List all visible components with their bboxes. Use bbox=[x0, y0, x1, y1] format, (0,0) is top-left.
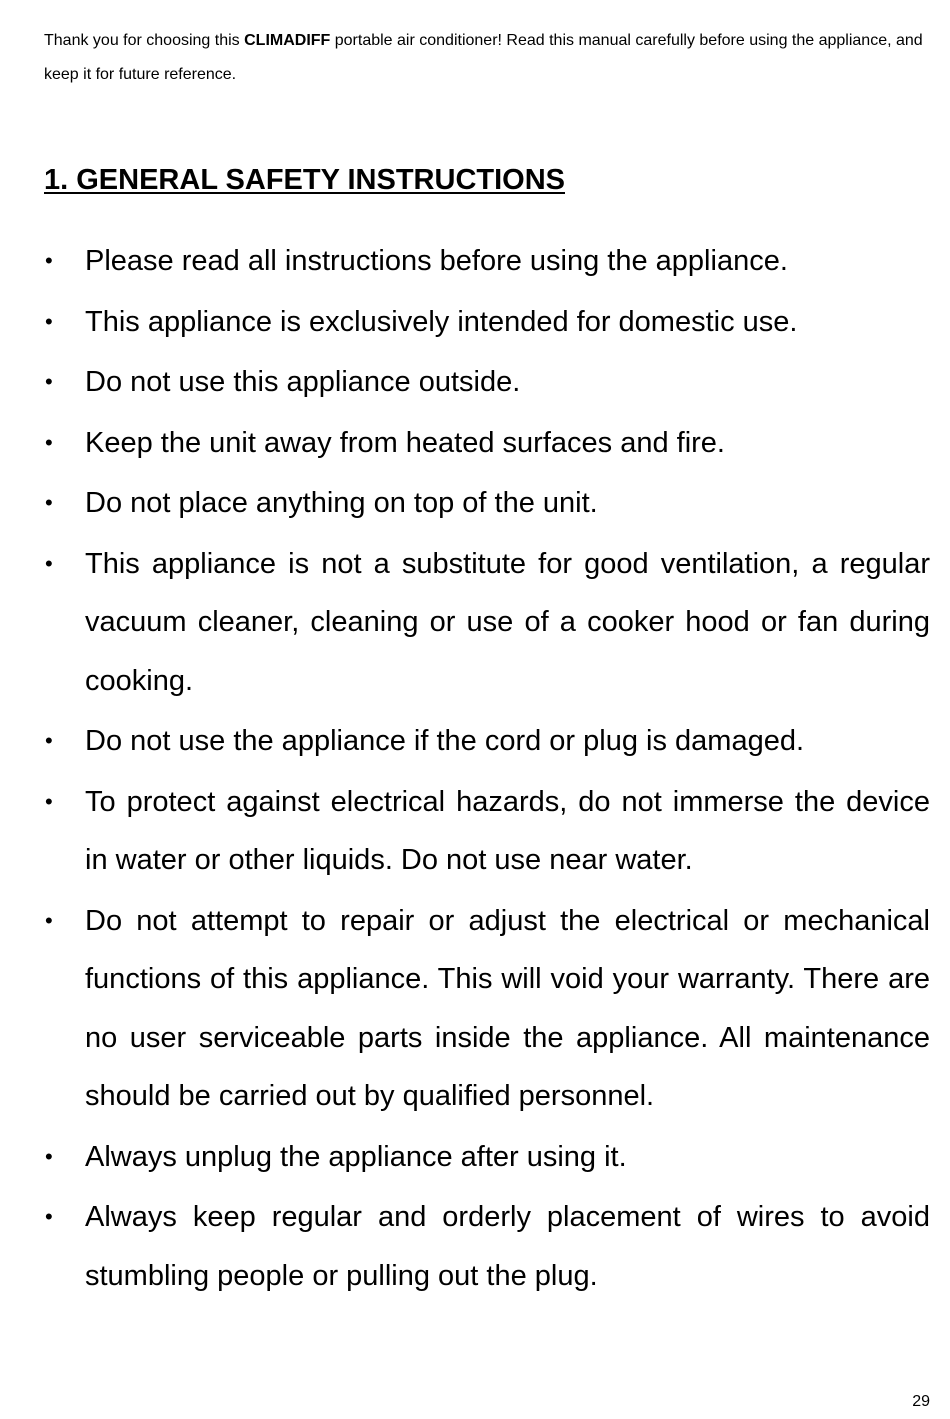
bullet-icon: • bbox=[45, 1204, 53, 1229]
list-item-text: Do not place anything on top of the unit. bbox=[85, 487, 598, 519]
bullet-icon: • bbox=[45, 788, 53, 814]
list-item-text: This appliance is exclusively intended for domestic use. bbox=[85, 305, 798, 338]
bullet-icon: • bbox=[45, 308, 53, 334]
list-item-text: Always unplug the appliance after using it. bbox=[85, 1140, 627, 1173]
list-item bbox=[44, 293, 930, 352]
bullet-icon: • bbox=[45, 1143, 53, 1169]
intro-text-start: Thank you for choosing this bbox=[44, 32, 245, 49]
list-item-text: Do not use the appliance if the cord or plug is damaged. bbox=[85, 725, 805, 757]
bullet-icon: • bbox=[45, 728, 53, 753]
list-item-text: Do not attempt to repair or adjust the electrical or mechanical functions of this appliance. This will void your warranty. There are no user serviceable parts inside the appliance. All maintenance should be carried out by qualified personnel. bbox=[85, 904, 930, 1112]
list-item bbox=[44, 1128, 930, 1187]
intro-paragraph bbox=[44, 24, 930, 92]
list-item bbox=[44, 1188, 930, 1305]
safety-instructions-list bbox=[44, 232, 930, 1307]
list-item bbox=[44, 712, 930, 771]
list-item-text: Keep the unit away from heated surfaces and fire. bbox=[85, 426, 725, 459]
brand-name: CLIMADIFF bbox=[244, 32, 331, 49]
bullet-icon: • bbox=[45, 248, 53, 273]
list-item bbox=[44, 773, 930, 890]
list-item bbox=[44, 232, 930, 291]
bullet-icon: • bbox=[45, 907, 53, 933]
list-item bbox=[44, 892, 930, 1126]
bullet-icon: • bbox=[45, 490, 53, 515]
list-item-text: Always keep regular and orderly placement of wires to avoid stumbling people or pulling out the plug. bbox=[85, 1201, 930, 1292]
list-item-text: Please read all instructions before using the appliance. bbox=[85, 245, 788, 277]
bullet-icon: • bbox=[45, 550, 53, 576]
intro-text-end: portable air conditioner! Read this manual carefully before using the appliance, and keep it for future reference. bbox=[44, 32, 923, 83]
list-item bbox=[44, 414, 930, 473]
section-heading: 1. GENERAL SAFETY INSTRUCTIONS bbox=[44, 164, 565, 196]
bullet-icon: • bbox=[45, 429, 53, 455]
list-item bbox=[44, 474, 930, 533]
bullet-icon: • bbox=[45, 369, 53, 394]
list-item-text: Do not use this appliance outside. bbox=[85, 366, 521, 398]
list-item bbox=[44, 535, 930, 711]
list-item bbox=[44, 353, 930, 412]
list-item-text: To protect against electrical hazards, do not immerse the device in water or other liquids. Do not use near water. bbox=[85, 785, 930, 876]
page-number: 29 bbox=[912, 1393, 930, 1410]
list-item-text: This appliance is not a substitute for good ventilation, a regular vacuum cleaner, cleaning or use of a cooker hood or fan during cooking. bbox=[85, 547, 930, 697]
